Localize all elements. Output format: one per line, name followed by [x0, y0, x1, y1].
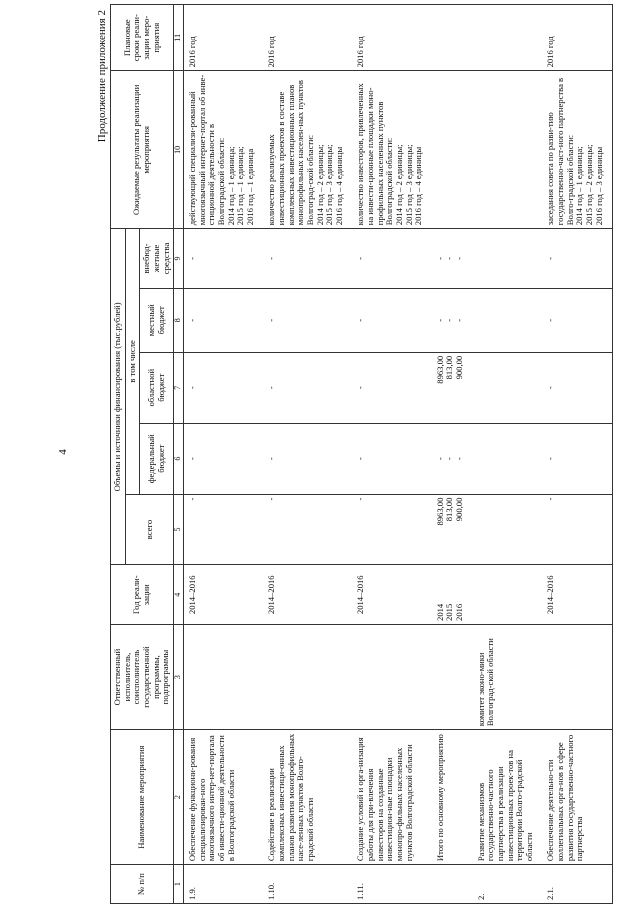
- row-year: 2014–2016: [542, 565, 612, 624]
- table-row: [263, 5, 352, 904]
- row-extra: -: [263, 229, 352, 289]
- row-year: 2014 2015 2016: [432, 565, 473, 624]
- row-result: количество реализуемых инвестиционных проектов в составе комплексных инвестиционных планов монопрофильных населен-ных пунктов Волгоград-ской области: 2014 год – 2 единицы; 2015 год – 3 единицы; 2016 год – 4 единицы: [263, 71, 352, 229]
- row-executor: комитет эконо-мики Волгоград-ской области: [473, 624, 543, 729]
- row-year: [473, 565, 543, 624]
- row-federal: -: [352, 423, 431, 494]
- row-regional: -: [352, 352, 431, 423]
- row-name: Итого по основному мероприятию: [432, 730, 473, 865]
- program-table: [110, 4, 613, 904]
- row-regional: 8963,00 813,00 900,00: [432, 352, 473, 423]
- table-row-section: [473, 5, 543, 904]
- continuation-caption: Продолжение приложения 2: [96, 10, 108, 143]
- col-number: 9: [174, 229, 184, 289]
- header-executor: Ответственный исполнитель, соисполнитель государственной программы, подпрограммы: [111, 624, 174, 729]
- row-local: -: [263, 288, 352, 352]
- row-result: действующий специализи-рованный многоязычный интернет-портал об инве-стиционной деятельности в Волгоградской области: 2014 год – 1 единица; 2015 год – 1 единица; 2016 год – 1 единица: [184, 71, 264, 229]
- row-executor: [542, 624, 612, 729]
- header-num: № п/п: [111, 865, 174, 904]
- header-local: местный бюджет: [140, 288, 174, 352]
- row-num: 1.9.: [184, 865, 264, 904]
- row-executor: [184, 624, 264, 729]
- row-year: 2014–2016: [352, 565, 431, 624]
- col-number: 3: [174, 624, 184, 729]
- header-name: Наименование мероприятия: [111, 730, 174, 865]
- col-number: 8: [174, 288, 184, 352]
- row-local: -: [542, 288, 612, 352]
- row-regional: -: [542, 352, 612, 423]
- header-including: в том числе: [125, 229, 140, 494]
- row-name: Обеспечение деятельно-сти коллегиальных орга-нов в сфере развития государственно-частного партнерства: [542, 730, 612, 865]
- row-result: заседания совета по разви-тию государственно-част-ного партнерства в Волго-градской области: 2014 год – 1 единица; 2015 год – 2 единицы; 2016 год – 3 единицы: [542, 71, 612, 229]
- header-terms: Плановые сроки реали-зации меро-приятия: [111, 5, 174, 71]
- row-extra: -: [184, 229, 264, 289]
- row-federal: [473, 423, 543, 494]
- row-num: [432, 865, 473, 904]
- row-local: [473, 288, 543, 352]
- col-number: 10: [174, 71, 184, 229]
- row-year: 2014–2016: [263, 565, 352, 624]
- row-num: 2.: [473, 865, 543, 904]
- col-number: 1: [174, 865, 184, 904]
- row-extra: [473, 229, 543, 289]
- header-year: Год реали-зации: [111, 565, 174, 624]
- row-executor: [352, 624, 431, 729]
- header-funding: Объемы и источники финансирования (тыс.рублей): [111, 229, 126, 565]
- col-number: 11: [174, 5, 184, 71]
- row-regional: -: [263, 352, 352, 423]
- row-terms: 2016 год: [352, 5, 431, 71]
- row-num: 2.1.: [542, 865, 612, 904]
- row-terms: 2016 год: [542, 5, 612, 71]
- row-regional: [473, 352, 543, 423]
- header-total: всего: [125, 494, 174, 565]
- header-regional: областной бюджет: [140, 352, 174, 423]
- row-regional: -: [184, 352, 264, 423]
- row-federal: -: [263, 423, 352, 494]
- row-local: - - -: [432, 288, 473, 352]
- table-row: [184, 5, 264, 904]
- row-total: 8963,00 813,00 900,00: [432, 494, 473, 565]
- row-total: -: [263, 494, 352, 565]
- row-name: Создание условий и орга-низация работы для при-влечения инвесторов на созданные инвестицион-ные площадки монопро-фильных населенных пунктов Волгоградской области: [352, 730, 431, 865]
- row-result: [473, 71, 543, 229]
- row-name: Содействие в реализации комплексных инвестици-онных планов развития монопрофильных насе-ленных пунктов Волго-градской области: [263, 730, 352, 865]
- row-result: количество инвесторов, привлеченных на инвести-ционные площадки моно-профильных населенных пунктов Волгоградской области: 2014 год – 2 единицы; 2015 год – 3 единицы; 2016 год – 4 единицы: [352, 71, 431, 229]
- table-row-total: [432, 5, 473, 904]
- col-number: 6: [174, 423, 184, 494]
- rotated-sheet: [92, 2, 640, 904]
- row-total: -: [184, 494, 264, 565]
- row-federal: -: [542, 423, 612, 494]
- row-total: [473, 494, 543, 565]
- header-federal: федеральный бюджет: [140, 423, 174, 494]
- row-num: 1.10.: [263, 865, 352, 904]
- row-federal: -: [184, 423, 264, 494]
- col-number: 2: [174, 730, 184, 865]
- row-terms: 2016 год: [263, 5, 352, 71]
- row-terms: 2016 год: [184, 5, 264, 71]
- row-extra: -: [542, 229, 612, 289]
- table-row: [542, 5, 612, 904]
- row-extra: -: [352, 229, 431, 289]
- header-extra: внебюд-жетные средства: [140, 229, 174, 289]
- row-local: -: [184, 288, 264, 352]
- table-row: [352, 5, 431, 904]
- row-name: Развитие механизмов государственно-частного партнерства в реализации инвестиционных проек-тов на территории Волго-градской области: [473, 730, 543, 865]
- page-number: 4: [56, 449, 69, 455]
- row-terms: [473, 5, 543, 71]
- row-executor: [432, 624, 473, 729]
- column-number-row: [174, 5, 184, 904]
- col-number: 4: [174, 565, 184, 624]
- header-result: Ожидаемые результаты реализации мероприятия: [111, 71, 174, 229]
- row-local: -: [352, 288, 431, 352]
- row-executor: [263, 624, 352, 729]
- row-year: 2014–2016: [184, 565, 264, 624]
- col-number: 7: [174, 352, 184, 423]
- col-number: 5: [174, 494, 184, 565]
- row-extra: - - -: [432, 229, 473, 289]
- row-total: -: [352, 494, 431, 565]
- row-federal: - - -: [432, 423, 473, 494]
- row-num: 1.11.: [352, 865, 431, 904]
- row-name: Обеспечение функциони-рования специализирован-ного многоязычного интер-нет-портала об инвести-ционной деятельности в Волгоградской области: [184, 730, 264, 865]
- row-result: [432, 71, 473, 229]
- row-total: -: [542, 494, 612, 565]
- row-terms: [432, 5, 473, 71]
